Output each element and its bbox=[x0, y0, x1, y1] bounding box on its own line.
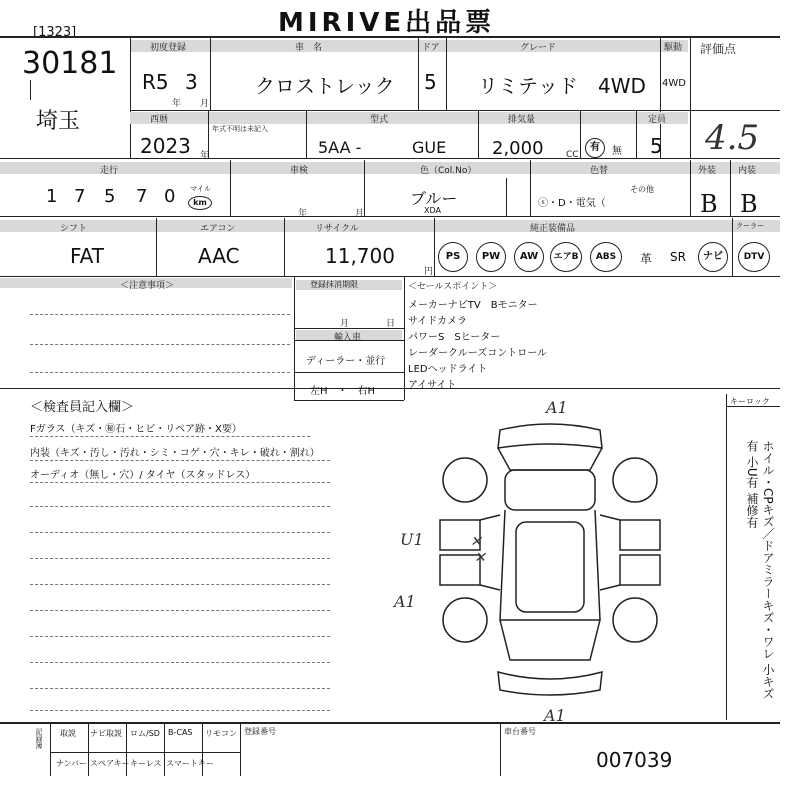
displacement: 2,000 bbox=[492, 138, 544, 159]
chassis-prefix: 5AA - bbox=[318, 138, 362, 157]
equip-dtv: DTV bbox=[738, 242, 770, 272]
doors: 5 bbox=[424, 70, 437, 94]
first-reg-era: R5 bbox=[142, 70, 169, 94]
chassis-number: 007039 bbox=[596, 748, 673, 772]
form-title: MIRIVE出品票 bbox=[278, 8, 496, 38]
exterior-grade: B bbox=[700, 190, 718, 218]
mileage-digit: 0 bbox=[164, 186, 176, 207]
lot-number: 30181 bbox=[22, 46, 118, 81]
inspector-title: ＜検査員記入欄＞ bbox=[30, 400, 135, 415]
mileage-digit: 5 bbox=[104, 186, 116, 207]
equip-airbag: エアB bbox=[550, 242, 582, 272]
side-note: ホイル・CPキズ／ドアミラーキズ・ワレ 小キズ有 小U有 補修有 bbox=[745, 440, 775, 700]
car-name: クロストレック bbox=[255, 74, 395, 98]
region: 埼玉 bbox=[36, 109, 81, 134]
car-diagram bbox=[420, 410, 680, 710]
equip-ps: PS bbox=[438, 242, 468, 272]
equip-pw: PW bbox=[476, 242, 506, 272]
grade-label: グレード bbox=[520, 43, 557, 53]
equip-abs: ABS bbox=[590, 242, 622, 272]
sales-point: レーダークルーズコントロール bbox=[408, 348, 547, 359]
lot-code: [1323] bbox=[33, 25, 77, 40]
sales-point: アイサイト bbox=[408, 380, 457, 391]
score-handwritten: 4.5 bbox=[705, 118, 760, 158]
inspector-line: Fガラス（キズ・㊙石・ヒビ・リペア跡・X要） bbox=[30, 424, 242, 435]
recycle: 11,700 bbox=[325, 244, 395, 268]
model-year: 2023 bbox=[140, 134, 191, 158]
mileage-digit: 7 bbox=[136, 186, 148, 207]
mileage-digit: 1 bbox=[46, 186, 58, 207]
first-reg-month: 3 bbox=[185, 70, 198, 94]
car-name-label: 車 名 bbox=[295, 43, 323, 53]
equip-navi: ナビ bbox=[698, 242, 728, 272]
grade: リミテッド 4WD bbox=[478, 74, 646, 98]
equip-aw: AW bbox=[514, 242, 544, 272]
inspector-line: 内装（キズ・汚し・汚れ・シミ・コゲ・穴・キレ・破れ・割れ） bbox=[30, 448, 320, 459]
interior-grade: B bbox=[740, 190, 758, 218]
capacity: 5 bbox=[650, 134, 663, 158]
score-label: 評価点 bbox=[700, 42, 737, 56]
inspector-line: オーディオ（無し・穴）/ タイヤ（スタッドレス） bbox=[30, 470, 256, 481]
aircon: AAC bbox=[198, 244, 240, 268]
color: ブルー bbox=[410, 189, 458, 208]
sales-point: LEDヘッドライト bbox=[408, 364, 488, 375]
mileage-digit: 7 bbox=[74, 186, 86, 207]
first-reg-label: 初度登録 bbox=[150, 43, 187, 53]
drive-label: 駆動 bbox=[664, 43, 683, 53]
doors-label: ドア bbox=[422, 43, 440, 53]
shift: FAT bbox=[70, 244, 105, 268]
paint-type: ⓢ・D・電気（ bbox=[538, 198, 606, 209]
chassis-code: GUE bbox=[412, 138, 447, 157]
sales-point: パワーS Sヒーター bbox=[408, 332, 501, 343]
sales-point: メーカーナビTV Bモニター bbox=[408, 300, 538, 311]
color-code: XDA bbox=[424, 206, 441, 215]
sales-point: サイドカメラ bbox=[408, 316, 467, 327]
drive: 4WD bbox=[662, 78, 686, 89]
